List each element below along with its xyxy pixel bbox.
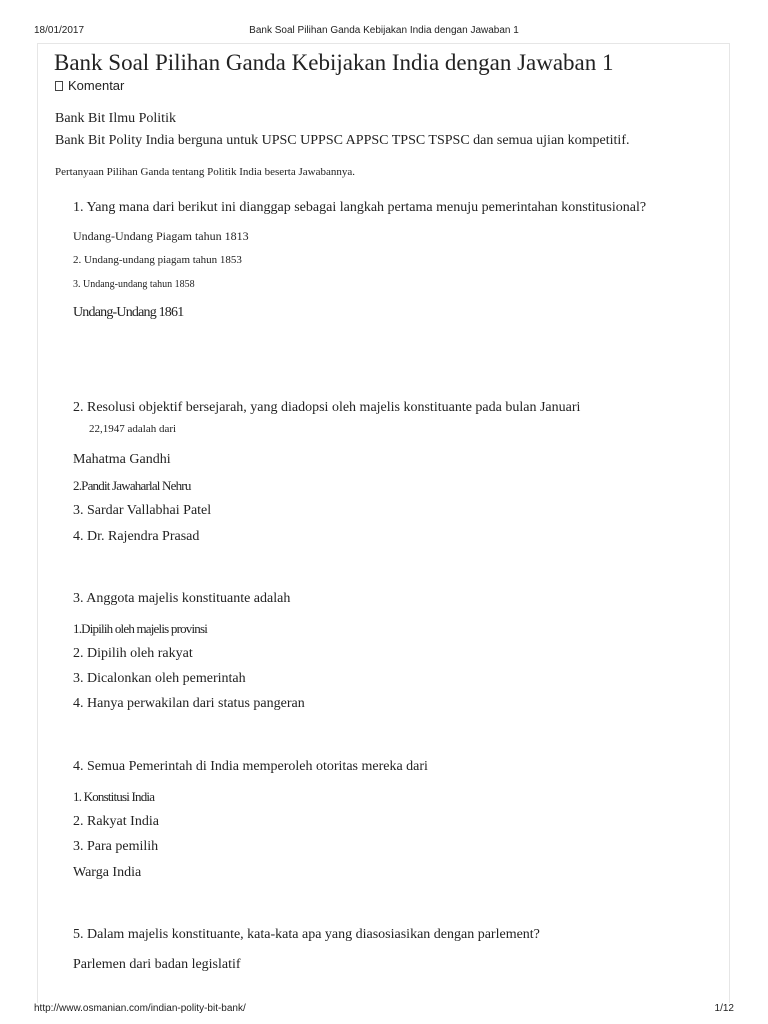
question-4-option: 1. Konstitusi India bbox=[73, 789, 155, 804]
post-title: Bank Soal Pilihan Ganda Kebijakan India dengan Jawaban 1 bbox=[54, 50, 614, 75]
question-1-option: 2. Undang-undang piagam tahun 1853 bbox=[73, 254, 242, 266]
print-date: 18/01/2017 bbox=[34, 25, 85, 36]
question-4-option: Warga India bbox=[73, 865, 142, 880]
question-3-option: 3. Dicalonkan oleh pemerintah bbox=[73, 671, 246, 686]
comments-link[interactable] bbox=[55, 78, 124, 93]
question-2-continued: 22,1947 adalah dari bbox=[89, 423, 177, 435]
comments-label: Komentar bbox=[68, 78, 125, 93]
question-2-option: 3. Sardar Vallabhai Patel bbox=[73, 503, 212, 518]
question-2-option: 2.Pandit Jawaharlal Nehru bbox=[73, 478, 191, 493]
post-intro: Pertanyaan Pilihan Ganda tentang Politik India beserta Jawabannya. bbox=[55, 166, 355, 178]
question-1-option: 3. Undang-undang tahun 1858 bbox=[73, 279, 195, 290]
question-5-option: Parlemen dari badan legislatif bbox=[73, 957, 241, 972]
question-4-option: 2. Rakyat India bbox=[73, 814, 159, 829]
question-1: 1. Yang mana dari berikut ini dianggap sebagai langkah pertama menuju pemerintahan konstitusional? bbox=[73, 200, 647, 215]
question-3-option: 2. Dipilih oleh rakyat bbox=[73, 646, 193, 661]
print-footer bbox=[34, 1003, 734, 1017]
comment-icon bbox=[55, 81, 63, 91]
question-2-option: 4. Dr. Rajendra Prasad bbox=[73, 529, 200, 544]
question-3-option: 4. Hanya perwakilan dari status pangeran bbox=[73, 696, 305, 711]
page-counter: 1/12 bbox=[714, 1003, 734, 1014]
question-2-option: Mahatma Gandhi bbox=[73, 452, 171, 467]
question-3: 3. Anggota majelis konstituante adalah bbox=[73, 591, 291, 606]
question-1-option: Undang-Undang Piagam tahun 1813 bbox=[73, 229, 249, 243]
question-3-option: 1.Dipilih oleh majelis provinsi bbox=[73, 621, 208, 636]
question-1-option: Undang-Undang 1861 bbox=[73, 305, 184, 320]
question-2: 2. Resolusi objektif bersejarah, yang diadopsi oleh majelis konstituante pada bulan Januari bbox=[73, 400, 581, 415]
question-4: 4. Semua Pemerintah di India memperoleh otoritas mereka dari bbox=[73, 759, 428, 774]
article-card bbox=[37, 43, 730, 1003]
post-description: Bank Bit Polity India berguna untuk UPSC UPPSC APPSC TPSC TSPSC dan semua ujian kompetitif. bbox=[55, 133, 630, 148]
question-4-option: 3. Para pemilih bbox=[73, 839, 159, 854]
question-5: 5. Dalam majelis konstituante, kata-kata apa yang diasosiasikan dengan parlement? bbox=[73, 927, 540, 942]
print-header bbox=[34, 25, 734, 39]
print-title: Bank Soal Pilihan Ganda Kebijakan India dengan Jawaban 1 bbox=[249, 25, 519, 36]
post-subtitle: Bank Bit Ilmu Politik bbox=[55, 111, 176, 126]
print-url: http://www.osmanian.com/indian-polity-bit-bank/ bbox=[34, 1003, 246, 1014]
